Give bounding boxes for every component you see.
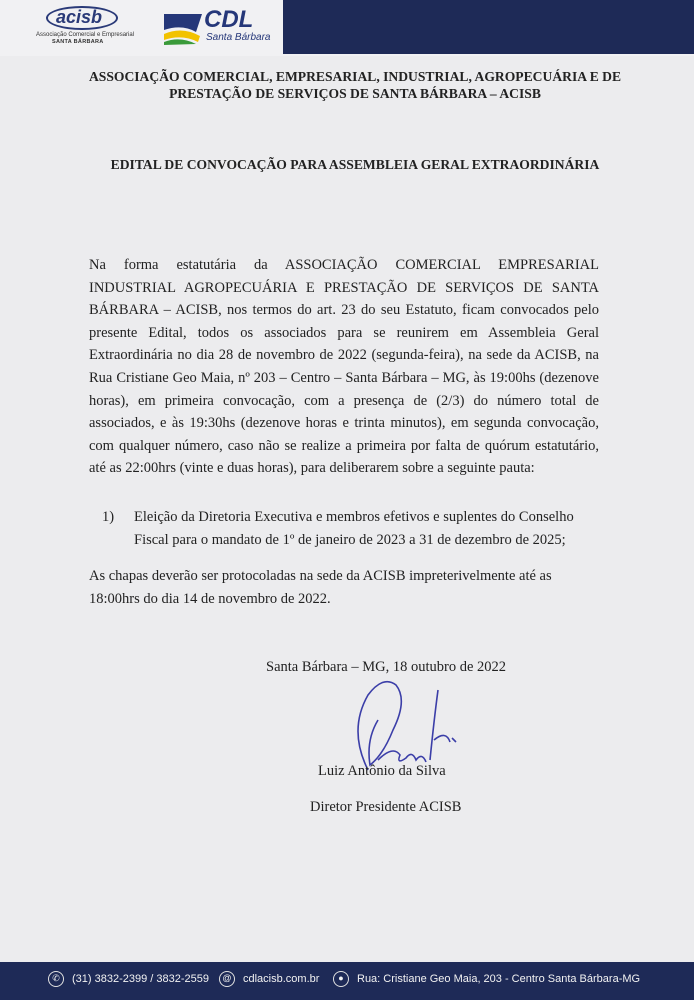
footer-address: Rua: Cristiane Geo Maia, 203 - Centro Santa Bárbara-MG (357, 973, 641, 985)
web-icon: @ (219, 971, 235, 987)
cdl-logo-subtitle: Santa Bárbara (206, 32, 271, 43)
acisb-logo-line1: Associação Comercial e Empresarial (36, 32, 135, 38)
agenda-list (102, 506, 602, 551)
acisb-logo-line2: SANTA BÁRBARA (52, 39, 104, 45)
footer-website: cdlacisb.com.br (243, 973, 320, 985)
acisb-logo-wordmark: acisb (56, 7, 103, 27)
letterhead-bar (283, 0, 694, 54)
cdl-logo-wordmark: CDL (204, 6, 254, 33)
footer-phone: (31) 3832-2399 / 3832-2559 (72, 973, 209, 985)
cdl-logo (162, 8, 272, 48)
phone-icon: ✆ (48, 971, 64, 987)
letterhead-footer (0, 962, 694, 1000)
agenda-item-number: 1) (102, 509, 115, 525)
place-date: Santa Bárbara – MG, 18 outubro de 2022 (266, 659, 507, 675)
document-title: EDITAL DE CONVOCAÇÃO PARA ASSEMBLEIA GERAL EXTRAORDINÁRIA (110, 157, 600, 172)
agenda-item-text: Eleição da Diretoria Executiva e membros efetivos e suplentes do Conselho Fiscal para o mandato de 1º de janeiro de 2023 a 31 de dezembro de 2025; (134, 509, 574, 548)
acisb-logo (30, 4, 150, 48)
cdl-swoosh-icon (162, 10, 206, 46)
signer-role: Diretor Presidente ACISB (310, 799, 462, 815)
signer-name: Luiz Antônio da Silva (318, 763, 446, 779)
body-paragraph: Na forma estatutária da ASSOCIAÇÃO COMERCIAL EMPRESARIAL INDUSTRIAL AGROPECUÁRIA E PRESTAÇÃO DE SERVIÇOS DE SANTA BÁRBARA – ACISB, nos termos do art. 23 do seu Estatuto, ficam convocados pelo presente Edital, todos os associados para se reunirem em Assembleia Geral Extraordinária no dia 28 de novembro de 2022 (segunda-feira), na sede da ACISB, na Rua Cristiane Geo Maia, nº 203 – Centro – Santa Bárbara – MG, às 19:00hs (dezenove horas), em primeira convocação, com a presença de (2/3) do número total de associados, e às 19:30hs (dezenove horas e trinta minutos), em segunda convocação, com qualquer número, caso não se realize a primeira por falta de quórum estatutário, até as 22:00hrs (vinte e duas horas), para deliberarem sobre a seguinte pauta: (89, 257, 599, 477)
association-title: ASSOCIAÇÃO COMERCIAL, EMPRESARIAL, INDUSTRIAL, AGROPECUÁRIA E DE PRESTAÇÃO DE SERVIÇOS DE SANTA BÁRBARA – ACISB (88, 69, 622, 101)
location-icon: ● (333, 971, 349, 987)
closing-paragraph: As chapas deverão ser protocoladas na sede da ACISB impreterivelmente até as 18:00hrs do dia 14 de novembro de 2022. (89, 568, 552, 607)
